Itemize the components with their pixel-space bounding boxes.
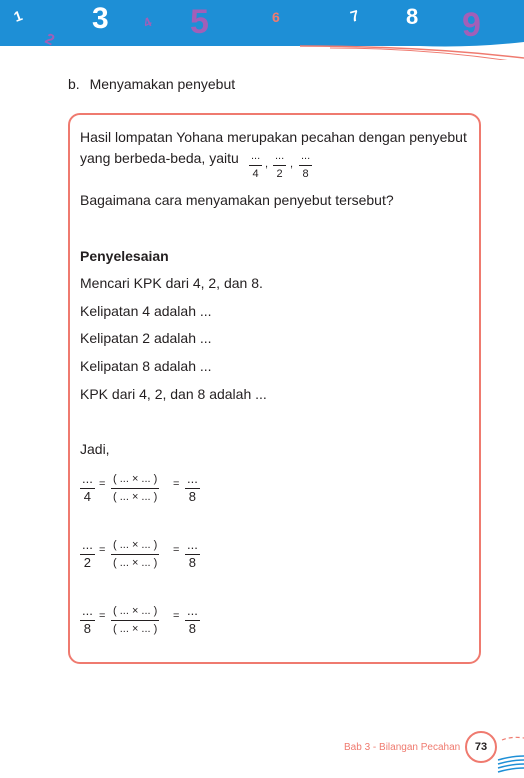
header-digit: 8 — [406, 4, 419, 29]
fraction-numerator: ( ... × ... ) — [113, 605, 158, 617]
equation-left-fraction — [80, 472, 95, 504]
fraction-half — [273, 149, 286, 181]
equals-sign: = — [99, 478, 106, 490]
problem-line-1: Hasil lompatan Yohana merupakan pecahan dengan penyebut — [80, 129, 467, 145]
header-digit: 3 — [92, 2, 109, 35]
equals-sign: = — [173, 478, 180, 490]
fraction-denominator: 2 — [83, 555, 92, 570]
section-title — [68, 76, 235, 92]
equation-multiplier-fraction — [111, 472, 159, 504]
solution-line: KPK dari 4, 2, dan 8 adalah ... — [80, 386, 267, 402]
section-heading: Menyamakan penyebut — [89, 76, 236, 92]
problem-question: Bagaimana cara menyamakan penyebut tersebut? — [80, 192, 394, 208]
header-digit: 5 — [190, 3, 209, 41]
problem-line-2: yang berbeda-beda, yaitu — [80, 150, 239, 166]
header-digit: 6 — [272, 9, 280, 25]
solution-heading: Penyelesaian — [80, 248, 169, 264]
solution-conclusion: Jadi, — [80, 441, 110, 457]
fraction-denominator: 4 — [252, 168, 259, 180]
equation-right-fraction — [185, 604, 200, 636]
fraction-numerator: ( ... × ... ) — [113, 539, 158, 551]
fraction-numerator: ... — [82, 603, 93, 618]
fraction-denominator: ( ... × ... ) — [113, 623, 158, 635]
header-digit: 2 — [42, 30, 58, 50]
fraction-denominator: 8 — [188, 489, 197, 504]
solution-line: Mencari KPK dari 4, 2, dan 8. — [80, 275, 263, 291]
fraction-separator: , — [265, 158, 269, 170]
fraction-numerator: ... — [251, 150, 261, 162]
footer-wave-decoration — [488, 730, 524, 778]
fraction-numerator: ... — [187, 603, 198, 618]
header-digit: 9 — [462, 6, 481, 44]
equation-multiplier-fraction — [111, 538, 159, 570]
fraction-denominator: 8 — [188, 621, 197, 636]
solution-line: Kelipatan 2 adalah ... — [80, 330, 212, 346]
header-digit: 4 — [140, 14, 154, 31]
fraction-denominator: 8 — [302, 168, 309, 180]
fraction-denominator: ( ... × ... ) — [113, 491, 158, 503]
page-number: 73 — [465, 731, 497, 763]
header-band — [0, 0, 524, 60]
fraction-numerator: ( ... × ... ) — [113, 473, 158, 485]
fraction-numerator: ... — [275, 150, 285, 162]
fraction-numerator: ... — [187, 537, 198, 552]
equation-multiplier-fraction — [111, 604, 159, 636]
equation-right-fraction — [185, 472, 200, 504]
fraction-numerator: ... — [82, 471, 93, 486]
header-digit: 1 — [11, 7, 25, 25]
footer-chapter: Bab 3 - Bilangan Pecahan — [344, 742, 461, 753]
equals-sign: = — [99, 610, 106, 622]
fraction-numerator: ... — [82, 537, 93, 552]
fraction-denominator: 8 — [188, 555, 197, 570]
fraction-denominator: ( ... × ... ) — [113, 557, 158, 569]
solution-line: Kelipatan 4 adalah ... — [80, 303, 212, 319]
fraction-quarter — [249, 149, 262, 181]
fraction-numerator: ... — [187, 471, 198, 486]
fraction-eighth — [299, 149, 312, 181]
equals-sign: = — [173, 610, 180, 622]
equals-sign: = — [173, 544, 180, 556]
section-label: b. — [68, 76, 80, 92]
fraction-denominator: 2 — [276, 168, 283, 180]
fraction-denominator: 8 — [83, 621, 92, 636]
equals-sign: = — [99, 544, 106, 556]
fraction-denominator: 4 — [83, 489, 92, 504]
equation-right-fraction — [185, 538, 200, 570]
equation-left-fraction — [80, 604, 95, 636]
solution-line: Kelipatan 8 adalah ... — [80, 358, 212, 374]
header-digit: 7 — [348, 7, 362, 26]
fraction-numerator: ... — [301, 150, 311, 162]
equation-left-fraction — [80, 538, 95, 570]
fraction-separator: , — [290, 158, 294, 170]
